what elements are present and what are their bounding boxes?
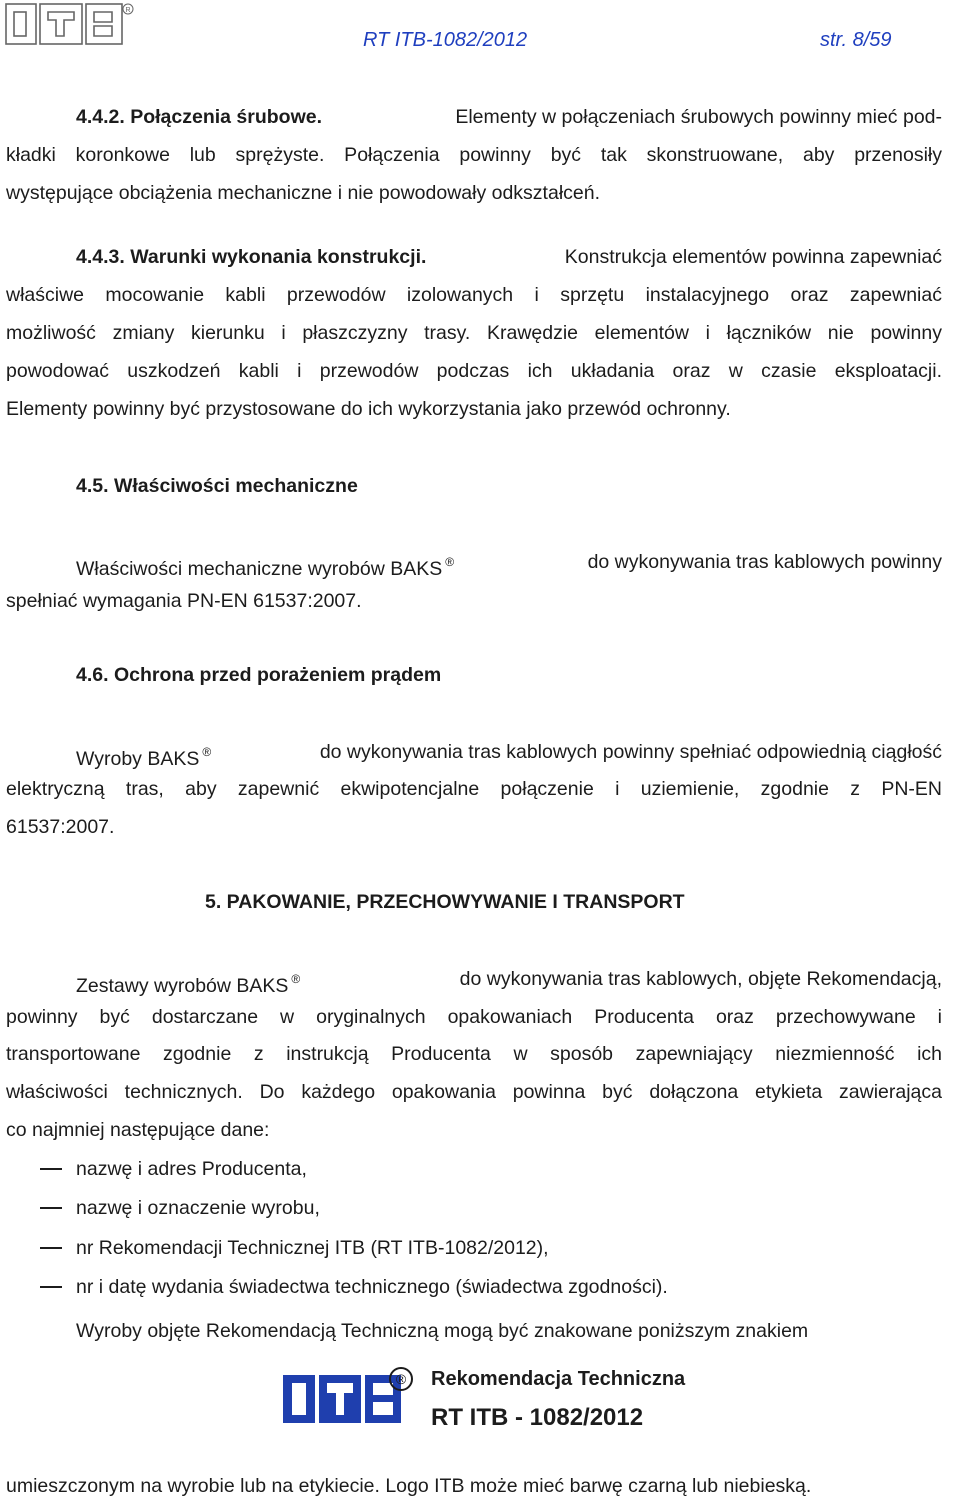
body-text: Konstrukcja elementów powinna zapewniać xyxy=(564,246,942,268)
body-text: możliwość zmiany kierunku i płaszczyzny trasy. Krawędzie elementów i łączników nie powinny xyxy=(6,322,942,344)
section-heading-5: 5. PAKOWANIE, PRZECHOWYWANIE I TRANSPORT xyxy=(205,891,685,913)
registered-mark-large: ® xyxy=(389,1367,413,1391)
section-heading-4-5: 4.5. Właściwości mechaniczne xyxy=(76,475,358,497)
itb-logo-outline xyxy=(4,2,134,48)
list-dash xyxy=(40,1247,62,1249)
body-text: 61537:2007. xyxy=(6,816,115,838)
body-text: Wyroby objęte Rekomendacją Techniczną mogą być znakowane poniższym znakiem xyxy=(76,1320,809,1342)
section-5-line-1 xyxy=(76,967,942,998)
section-title: Połączenia śrubowe. xyxy=(130,106,323,128)
list-item: nr i datę wydania świadectwa technicznego (świadectwa zgodności). xyxy=(76,1276,668,1298)
itb-logo-blue xyxy=(283,1375,401,1423)
list-dash xyxy=(40,1168,62,1170)
body-text: do wykonywania tras kablowych powinny spełniać odpowiednią ciągłość xyxy=(319,741,942,763)
body-text: Właściwości mechaniczne wyrobów BAKS xyxy=(76,558,443,580)
body-text: powinny być dostarczane w oryginalnych opakowaniach Producenta oraz przechowywane i xyxy=(6,1006,942,1028)
list-item: nazwę i oznaczenie wyrobu, xyxy=(76,1197,320,1219)
svg-text:R: R xyxy=(125,7,131,14)
header-doc-code: RT ITB-1082/2012 xyxy=(363,29,528,51)
list-dash xyxy=(40,1207,62,1209)
section-heading-4-6: 4.6. Ochrona przed porażeniem prądem xyxy=(76,664,442,686)
section-4-5-line-1 xyxy=(76,550,942,581)
section-number: 4.4.2. xyxy=(76,106,125,128)
section-4-4-2-line-1 xyxy=(76,105,942,129)
body-text: do wykonywania tras kablowych powinny xyxy=(587,551,942,573)
body-text: występujące obciążenia mechaniczne i nie powodowały odkształceń. xyxy=(6,182,601,204)
body-text: Zestawy wyrobów BAKS xyxy=(76,975,289,997)
body-text: co najmniej następujące dane: xyxy=(6,1119,270,1141)
header-page-number: str. 8/59 xyxy=(820,29,892,51)
mark-code: RT ITB - 1082/2012 xyxy=(431,1404,644,1431)
section-title: Warunki wykonania konstrukcji. xyxy=(130,246,427,268)
body-text: elektryczną tras, aby zapewnić ekwipotencjalne połączenie i uziemienie, zgodnie z PN-EN xyxy=(6,778,942,800)
section-4-6-line-1 xyxy=(76,740,942,771)
section-4-4-3-line-1 xyxy=(76,245,942,269)
registered-mark: ® xyxy=(445,555,455,569)
body-text: spełniać wymagania PN-EN 61537:2007. xyxy=(6,590,362,612)
section-number: 4.4.3. xyxy=(76,246,125,268)
list-item: nazwę i adres Producenta, xyxy=(76,1158,307,1180)
body-text: kładki koronkowe lub sprężyste. Połączenia powinny być tak skonstruowane, aby przenosiły xyxy=(6,144,942,166)
body-text: powodować uszkodzeń kabli i przewodów podczas ich układania oraz w czasie eksploatacji. xyxy=(6,360,942,382)
body-text: właściwe mocowanie kabli przewodów izolowanych i sprzętu instalacyjnego oraz zapewniać xyxy=(6,284,942,306)
footer-note: umieszczonym na wyrobie lub na etykiecie. Logo ITB może mieć barwę czarną lub niebieską. xyxy=(6,1475,812,1497)
mark-title: Rekomendacja Techniczna xyxy=(431,1368,686,1390)
body-text: transportowane zgodnie z instrukcją Producenta w sposób zapewniający niezmienność ich xyxy=(6,1043,942,1065)
body-text: do wykonywania tras kablowych, objęte Rekomendacją, xyxy=(459,968,942,990)
list-item: nr Rekomendacji Technicznej ITB (RT ITB-1082/2012), xyxy=(76,1237,549,1259)
registered-mark: ® xyxy=(202,745,212,759)
body-text: właściwości technicznych. Do każdego opakowania powinna być dołączona etykieta zawierająca xyxy=(6,1081,942,1103)
body-text: Elementy w połączeniach śrubowych powinny mieć pod- xyxy=(455,106,942,128)
body-text: Elementy powinny być przystosowane do ich wykorzystania jako przewód ochronny. xyxy=(6,398,731,420)
registered-mark: ® xyxy=(291,972,301,986)
list-dash xyxy=(40,1286,62,1288)
body-text: Wyroby BAKS xyxy=(76,748,200,770)
